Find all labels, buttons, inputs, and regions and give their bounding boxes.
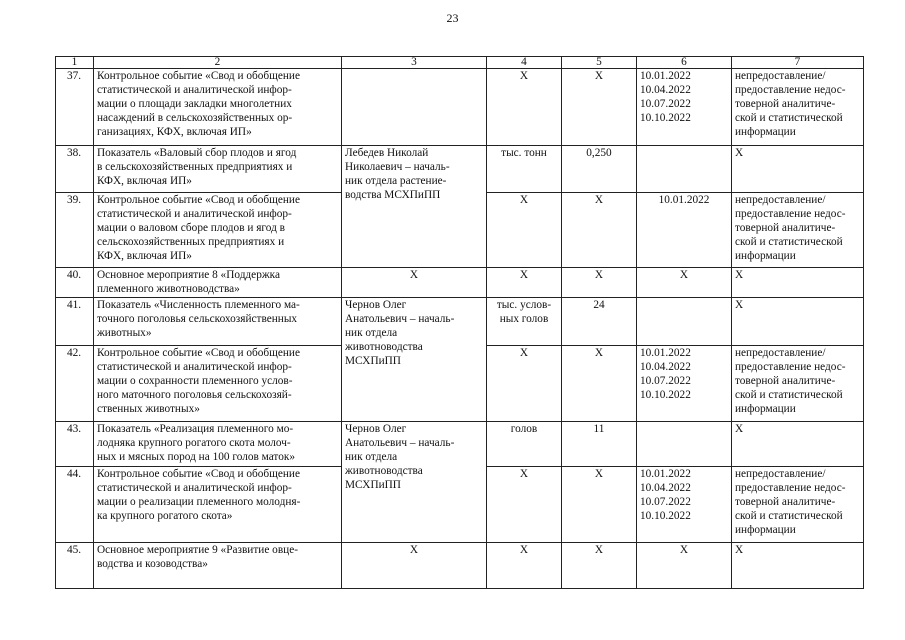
responsible-person: Лебедев Николай Николаевич – началь- ник отдела растение- водства МСХПиПП [342, 146, 487, 268]
measure-description: Контрольное событие «Свод и обобщение статистической и аналитической инфор- мации о валовом сборе плодов и ягод в сельскохозяйственных предприятиях и КФХ, включая ИП» [94, 193, 342, 268]
page-number: 23 [446, 11, 459, 25]
row-number: 38. [56, 146, 94, 193]
measure-description: Основное мероприятие 8 «Поддержка племенного животноводства» [94, 268, 342, 298]
responsible-person: X [342, 268, 487, 298]
column-header: 7 [732, 57, 864, 69]
measure-description: Показатель «Валовый сбор плодов и ягод в сельскохозяйственных предприятиях и КФХ, включая ИП» [94, 146, 342, 193]
control-dates: X [637, 268, 732, 298]
value-cell: X [562, 346, 637, 422]
column-header: 1 [56, 57, 94, 69]
measures-table [55, 56, 864, 589]
unit-cell: X [487, 69, 562, 146]
row-number: 40. [56, 268, 94, 298]
control-dates [637, 146, 732, 193]
risk-cell: X [732, 146, 864, 193]
table-row [56, 298, 864, 346]
row-number: 44. [56, 467, 94, 543]
control-dates [637, 422, 732, 467]
measure-description: Показатель «Реализация племенного мо- лодняка крупного рогатого скота молоч- ных и мясных пород на 100 голов маток» [94, 422, 342, 467]
value-cell: X [562, 69, 637, 146]
unit-cell: голов [487, 422, 562, 467]
measure-description: Основное мероприятие 9 «Развитие овце- водства и козоводства» [94, 543, 342, 589]
control-dates: X [637, 543, 732, 589]
unit-cell: тыс. услов- ных голов [487, 298, 562, 346]
table-header-row [56, 57, 864, 69]
column-header: 4 [487, 57, 562, 69]
control-dates: 10.01.2022 10.04.2022 10.07.2022 10.10.2022 [637, 346, 732, 422]
table-row [56, 543, 864, 589]
column-header: 3 [342, 57, 487, 69]
table-row [56, 69, 864, 146]
measure-description: Контрольное событие «Свод и обобщение статистической и аналитической инфор- мации о реализации племенного молодня- ка крупного рогатого скота» [94, 467, 342, 543]
risk-cell: непредоставление/ предоставление недос- товерной аналитиче- ской и статистической информации [732, 193, 864, 268]
unit-cell: X [487, 268, 562, 298]
row-number: 37. [56, 69, 94, 146]
row-number: 43. [56, 422, 94, 467]
measure-description: Контрольное событие «Свод и обобщение статистической и аналитической инфор- мации о сохранности племенного услов- ного маточного поголовья сельскохозяй- ственных животных» [94, 346, 342, 422]
unit-cell: X [487, 467, 562, 543]
responsible-person: Чернов Олег Анатольевич – началь- ник отдела животноводства МСХПиПП [342, 298, 487, 422]
risk-cell: X [732, 422, 864, 467]
row-number: 39. [56, 193, 94, 268]
unit-cell: X [487, 346, 562, 422]
value-cell: 0,250 [562, 146, 637, 193]
control-dates: 10.01.2022 10.04.2022 10.07.2022 10.10.2022 [637, 467, 732, 543]
value-cell: 11 [562, 422, 637, 467]
column-header: 6 [637, 57, 732, 69]
value-cell: X [562, 467, 637, 543]
risk-cell: непредоставление/ предоставление недос- товерной аналитиче- ской и статистической информации [732, 346, 864, 422]
table-row [56, 422, 864, 467]
responsible-person: X [342, 543, 487, 589]
measure-description: Контрольное событие «Свод и обобщение статистической и аналитической инфор- мации о площади закладки многолетних насаждений в сельскохозяйственных ор- ганизациях, КФХ, включая ИП» [94, 69, 342, 146]
value-cell: 24 [562, 298, 637, 346]
risk-cell: непредоставление/ предоставление недос- товерной аналитиче- ской и статистической информации [732, 69, 864, 146]
measure-description: Показатель «Численность племенного ма- точного поголовья сельскохозяйственных животных» [94, 298, 342, 346]
table-row [56, 268, 864, 298]
value-cell: X [562, 193, 637, 268]
control-dates: 10.01.2022 10.04.2022 10.07.2022 10.10.2022 [637, 69, 732, 146]
unit-cell: тыс. тонн [487, 146, 562, 193]
value-cell: X [562, 543, 637, 589]
risk-cell: X [732, 268, 864, 298]
risk-cell: непредоставление/ предоставление недос- товерной аналитиче- ской и статистической информации [732, 467, 864, 543]
column-header: 5 [562, 57, 637, 69]
control-dates: 10.01.2022 [637, 193, 732, 268]
responsible-person [342, 69, 487, 146]
risk-cell: X [732, 543, 864, 589]
control-dates [637, 298, 732, 346]
row-number: 45. [56, 543, 94, 589]
risk-cell: X [732, 298, 864, 346]
value-cell: X [562, 268, 637, 298]
responsible-person: Чернов Олег Анатольевич – началь- ник отдела животноводства МСХПиПП [342, 422, 487, 543]
row-number: 41. [56, 298, 94, 346]
unit-cell: X [487, 193, 562, 268]
table-row [56, 146, 864, 193]
column-header: 2 [94, 57, 342, 69]
unit-cell: X [487, 543, 562, 589]
row-number: 42. [56, 346, 94, 422]
